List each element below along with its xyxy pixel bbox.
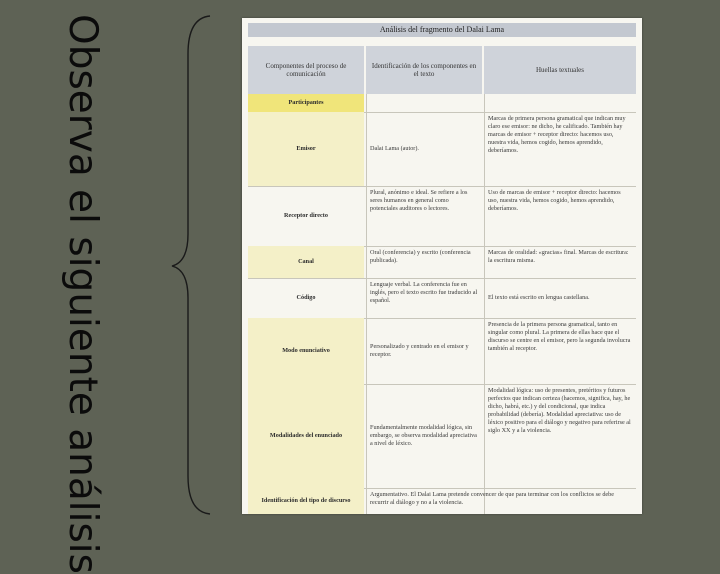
row-label: Modo enunciativo — [248, 318, 364, 384]
table-row — [248, 488, 636, 514]
row-identification: Personalizado y centrado en el emisor y receptor. — [370, 343, 469, 358]
row-traces: Uso de marcas de emisor + receptor directo: hacemos uso, nuestra vida, hemos cogido, hemos aprendido, deberíamos. — [488, 189, 621, 212]
table-row — [248, 112, 636, 187]
header-identification: Identificación de los componentes en el texto — [366, 46, 482, 94]
table-row — [248, 186, 636, 247]
row-traces — [484, 94, 636, 112]
table-row — [248, 278, 636, 319]
row-identification — [366, 94, 482, 112]
table-header-row — [248, 46, 636, 94]
row-label: Código — [296, 294, 316, 301]
row-identification: Argumentativo. El Dalai Lama pretende convencer de que para terminar con los conflictos se debe recurrir al diálogo y no a la violencia. — [370, 491, 615, 506]
header-components: Componentes del proceso de comunicación — [248, 46, 364, 94]
row-traces: Modalidad lógica: uso de presentes, pretéritos y futuros perfectos que indican certeza (hacemos, significa, hay, he dicho, habrá, etc.) y del condicional, que indica probabilidad (debería). Modalidad apreciativa: uso de léxico positivo para el diálogo y negativo para referirse al siglo XX y a la violencia. — [488, 387, 631, 434]
row-traces: El texto está escrito en lengua castellana. — [488, 294, 590, 301]
row-traces: Marcas de primera persona gramatical que indican muy claro ese emisor: ne dicho, he calificado. También hay marcas de emisor + receptor directo: hacemos uso, nuestra vida, hemos cogido, hemos aprendido, deberíamos. — [488, 115, 626, 154]
header-textual-traces: Huellas textuales — [484, 46, 636, 94]
row-label: Identificación del tipo de discurso — [248, 488, 364, 514]
row-identification: Lenguaje verbal. La conferencia fue en inglés, pero el texto escrito fue traducido al español. — [370, 281, 478, 304]
row-label: Emisor — [248, 112, 364, 186]
row-traces: Presencia de la primera persona gramatical, tanto en singular como plural. La primera de ellas hace que el discurso se centre en el emisor, pero la segunda involucra también al receptor. — [488, 321, 631, 352]
table-row — [248, 318, 636, 385]
curly-brace — [168, 14, 214, 516]
row-traces: Marcas de oralidad: «gracias» final. Marcas de escritura: la escritura misma. — [488, 249, 629, 264]
row-label: Participantes — [248, 94, 364, 112]
analysis-table-image — [242, 18, 642, 514]
row-label: Modalidades del enunciado — [248, 384, 364, 488]
row-identification: Fundamentalmente modalidad lógica, sin embargo, se observa modalidad apreciativa a nivel de léxico. — [370, 424, 477, 447]
row-identification: Plural, anónimo e ideal. Se refiere a los seres humanos en general como potenciales auditores o lectores. — [370, 189, 468, 212]
table-row — [248, 94, 636, 113]
table-row — [248, 246, 636, 279]
table-title: Análisis del fragmento del Dalai Lama — [248, 23, 636, 37]
row-identification: Dalai Lama (autor). — [370, 145, 419, 152]
row-label: Canal — [248, 246, 364, 278]
slide-title: Observa el siguiente análisis — [60, 14, 105, 574]
table-row — [248, 384, 636, 489]
row-identification: Oral (conferencia) y escrito (conferencia publicada). — [370, 249, 471, 264]
row-label: Receptor directo — [284, 212, 328, 219]
